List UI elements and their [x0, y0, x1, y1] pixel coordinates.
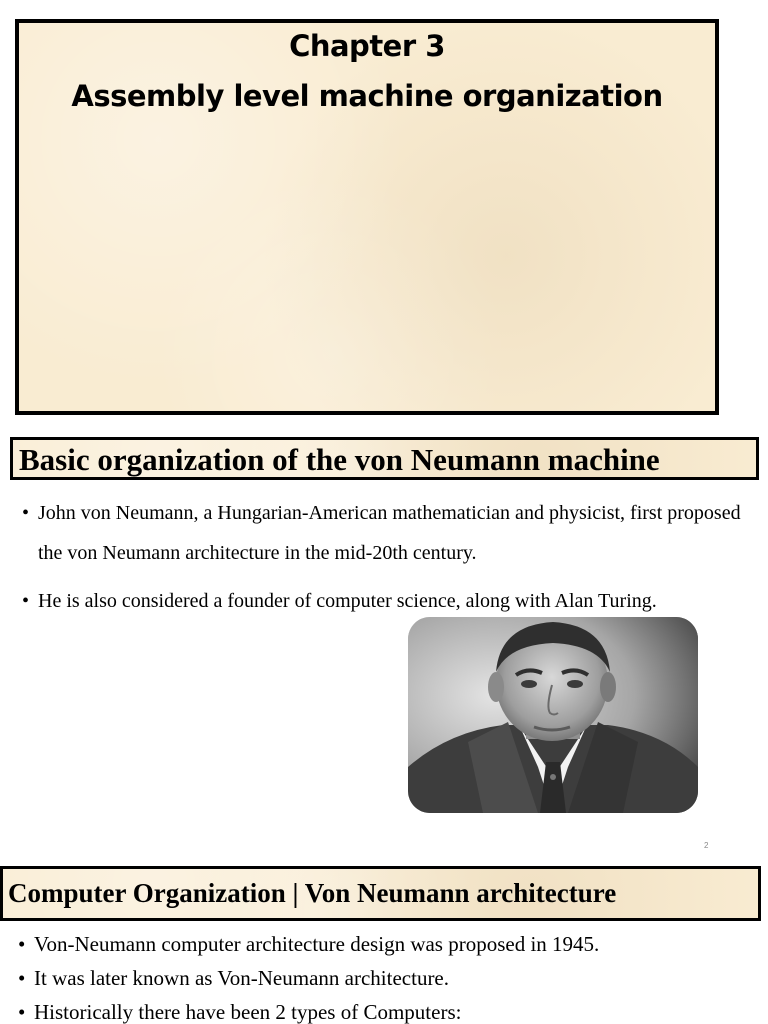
bullet-icon: •	[22, 502, 30, 524]
list-item	[18, 961, 758, 995]
bullet-text: Von-Neumann computer architecture design was proposed in 1945.	[34, 932, 600, 956]
bullet-icon: •	[18, 966, 26, 990]
list-item	[22, 493, 752, 573]
bullet-text: It was later known as Von-Neumann architecture.	[34, 966, 450, 990]
bullet-text: Historically there have been 2 types of Computers:	[34, 1000, 462, 1024]
list-item	[18, 995, 758, 1024]
bullet-text: He is also considered a founder of computer science, along with Alan Turing.	[38, 590, 657, 612]
chapter-title: Assembly level machine organization	[71, 79, 663, 113]
list-item	[22, 581, 752, 621]
bullet-text: John von Neumann, a Hungarian-American mathematician and physicist, first proposed the von Neumann architecture in the mid-20th century.	[38, 502, 741, 564]
chapter-title-slide	[15, 19, 719, 415]
list-item	[18, 927, 758, 961]
slide2-heading-box	[10, 437, 759, 480]
bullet-icon: •	[22, 590, 30, 612]
von-neumann-portrait	[408, 617, 698, 813]
bullet-icon: •	[18, 1000, 26, 1024]
slide3-heading-box	[0, 866, 761, 921]
chapter-number: Chapter 3	[289, 29, 445, 63]
bullet-icon: •	[18, 932, 26, 956]
slide2-heading: Basic organization of the von Neumann machine	[19, 442, 660, 477]
slide3-heading: Computer Organization | Von Neumann architecture	[8, 878, 617, 908]
portrait-photo-icon	[408, 617, 698, 813]
slide-number: 2	[704, 841, 709, 850]
